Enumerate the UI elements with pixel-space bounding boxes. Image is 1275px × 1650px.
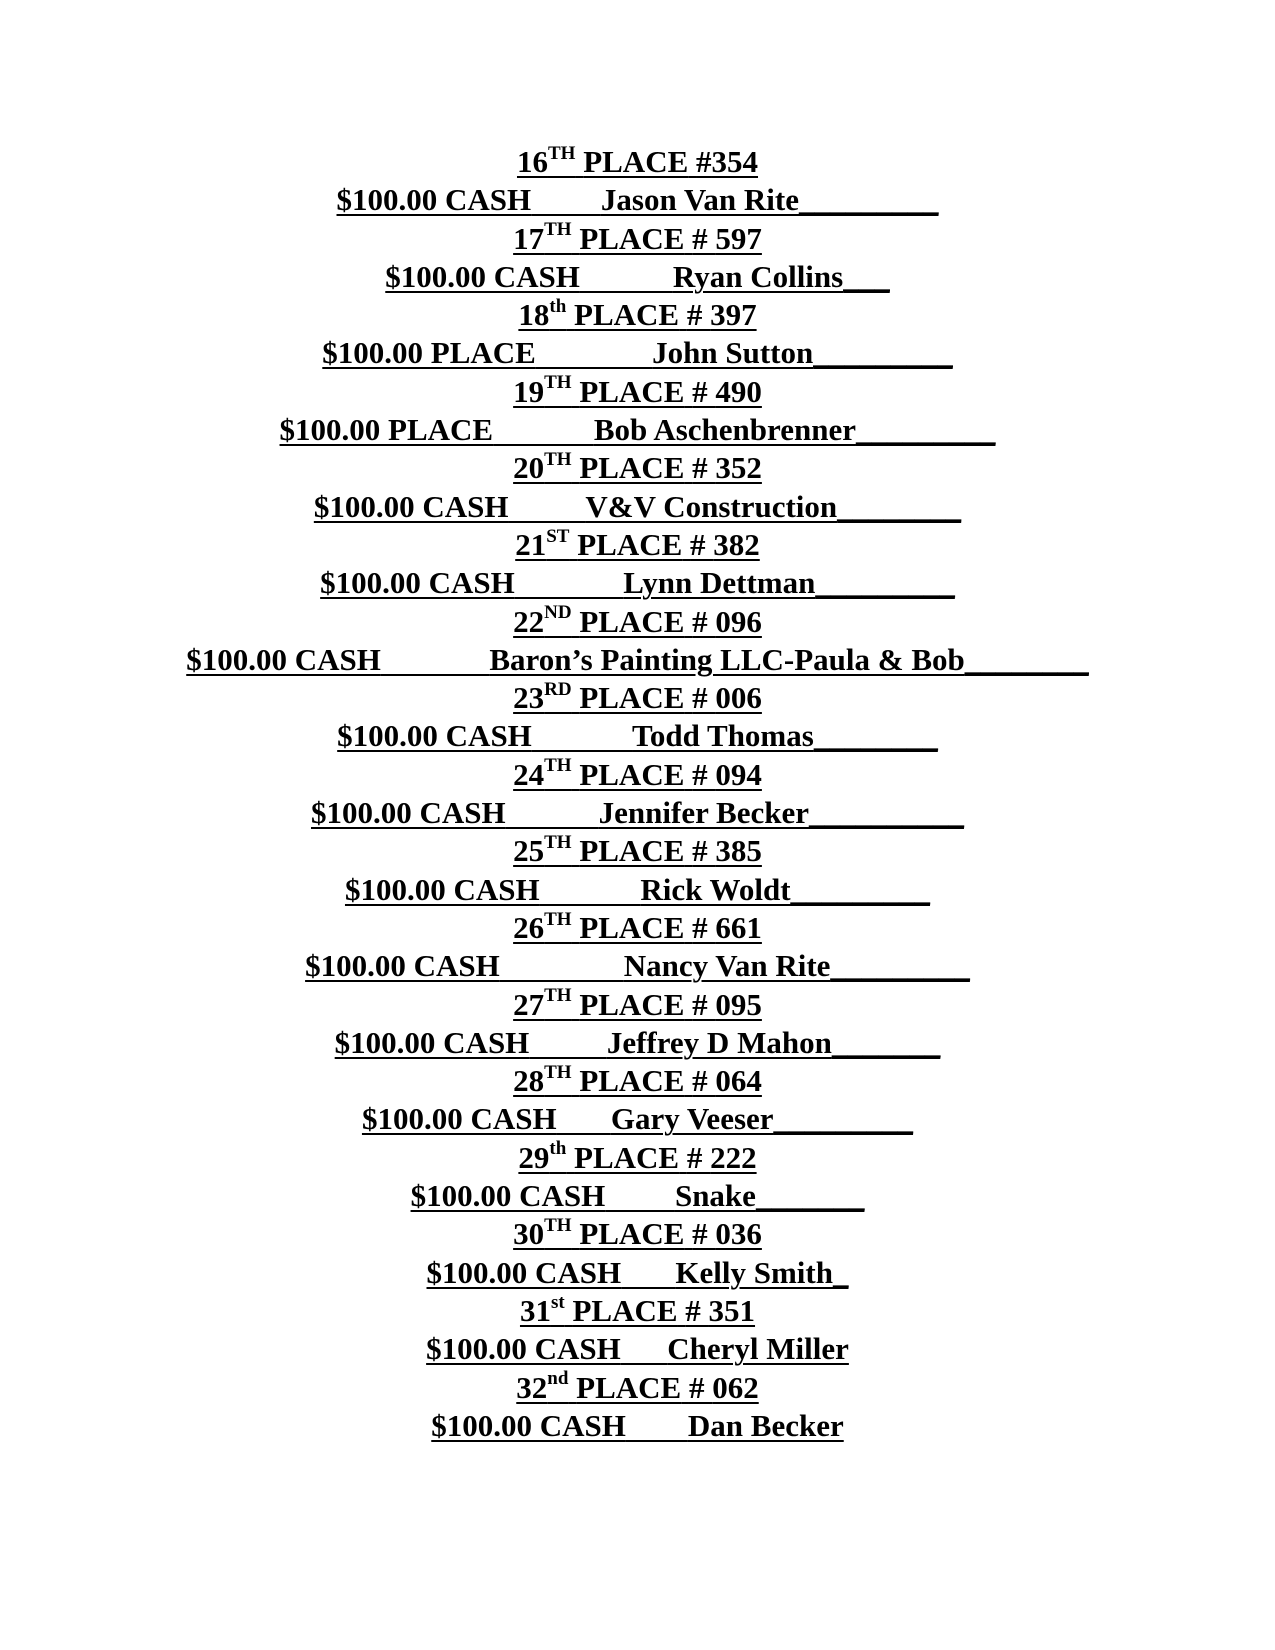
prize-entry [0,603,1275,680]
ticket-number-prefix: # [692,1216,716,1252]
spacer [557,1101,611,1136]
prize-amount: $100.00 CASH [385,258,580,294]
winner-line [0,1024,1275,1062]
place-heading [0,143,1275,181]
place-ordinal: 28 [513,1063,545,1099]
place-heading-text [513,757,762,792]
winner-line-text [385,259,889,294]
ticket-number-prefix: # [692,756,716,792]
place-heading-text [518,1140,756,1175]
ticket-number-prefix: # [692,220,716,256]
blank-fill: ________ [837,488,962,524]
winner-line [0,1330,1275,1368]
spacer [540,872,641,907]
winner-line [0,488,1275,526]
ticket-number-prefix: # [692,986,716,1022]
place-ordinal-suffix: TH [544,755,572,777]
winner-line-text [320,565,955,600]
winner-line-text [335,1025,941,1060]
place-heading [0,679,1275,717]
place-word: PLACE [579,373,685,409]
ticket-number: 096 [715,603,762,639]
prize-entry [0,1139,1275,1216]
place-heading [0,449,1275,487]
ticket-number: 064 [715,1063,762,1099]
winner-line-text [314,489,961,524]
ticket-number-prefix: # [692,1063,716,1099]
spacer [536,335,652,370]
spacer [621,1255,675,1290]
place-heading [0,909,1275,947]
winner-line [0,871,1275,909]
ticket-number: 597 [715,220,762,256]
blank-fill: ________ [964,641,1089,677]
winner-line [0,1407,1275,1445]
winner-line-text [186,642,1089,677]
prize-amount: $100.00 CASH [431,1407,626,1443]
spacer [381,642,490,677]
winner-line [0,1177,1275,1215]
place-heading-text [513,680,762,715]
prize-entry [0,143,1275,220]
place-ordinal-suffix: st [550,1291,565,1313]
place-heading-text [516,1370,758,1405]
prize-amount: $100.00 CASH [361,1101,557,1137]
winner-line-text [311,795,964,830]
place-heading-text [513,374,762,409]
ticket-number: 351 [708,1292,756,1328]
place-word: PLACE [579,450,685,486]
place-ordinal: 32 [516,1369,548,1405]
place-ordinal: 30 [513,1216,545,1252]
prize-amount: $100.00 CASH [336,182,532,218]
spacer [580,259,673,294]
blank-fill: ________ [813,718,938,754]
prize-entry [0,296,1275,373]
place-ordinal: 20 [513,450,545,486]
place-word: PLACE [576,1369,682,1405]
winner-name: Jennifer Becker [598,795,809,831]
place-heading [0,526,1275,564]
spacer [506,795,599,830]
ticket-number-prefix: # [692,603,716,639]
ticket-number-prefix: # [685,1292,709,1328]
winner-line-text [427,1255,849,1290]
ticket-number: 006 [715,680,762,716]
winner-line-text [280,412,996,447]
place-heading-text [515,527,760,562]
ticket-number: 094 [715,756,762,792]
spacer [605,1178,675,1213]
ticket-number-prefix: # [690,526,714,562]
place-heading [0,1062,1275,1100]
place-ordinal-suffix: nd [547,1368,569,1390]
blank-fill: _______ [831,1024,941,1060]
winner-line [0,411,1275,449]
blank-fill: _______ [755,1178,865,1214]
place-word: PLACE [579,603,685,639]
place-heading [0,220,1275,258]
place-word: PLACE [574,297,680,333]
place-word: PLACE [574,1139,680,1175]
winner-line-text [337,182,939,217]
place-ordinal: 29 [518,1139,550,1175]
place-heading [0,603,1275,641]
winner-line [0,947,1275,985]
prize-amount: $100.00 PLACE [279,412,494,448]
place-ordinal-suffix: TH [544,985,572,1007]
prize-entry [0,679,1275,756]
winner-name: Cheryl Miller [667,1331,849,1367]
place-word: PLACE [579,1063,685,1099]
place-word: PLACE [579,220,685,256]
prize-amount: $100.00 PLACE [322,335,536,371]
place-ordinal-suffix: TH [544,1214,572,1236]
prize-amount: $100.00 CASH [305,948,500,984]
winner-line [0,564,1275,602]
winner-line [0,334,1275,372]
place-ordinal: 25 [513,833,545,869]
place-ordinal-suffix: TH [544,372,572,394]
blank-fill: _________ [790,871,931,907]
spacer [508,489,585,524]
place-ordinal: 22 [513,603,545,639]
spacer [621,1331,668,1366]
place-heading-text [520,1293,755,1328]
ticket-number: 036 [715,1216,762,1252]
prize-amount: $100.00 CASH [334,1024,530,1060]
place-ordinal: 21 [515,526,547,562]
winner-line-text [426,1331,849,1366]
place-word: PLACE [579,1216,685,1252]
winner-line-text [322,335,952,370]
place-heading-text [513,987,762,1022]
place-ordinal: 19 [513,373,545,409]
place-ordinal: 24 [513,756,545,792]
winner-name: Jason Van Rite [600,182,799,218]
prize-amount: $100.00 CASH [337,718,532,754]
place-heading [0,1369,1275,1407]
place-heading [0,756,1275,794]
blank-fill: _________ [815,565,955,601]
spacer [500,948,624,983]
winner-line-text [411,1178,865,1213]
spacer [529,1025,607,1060]
ticket-number: 382 [713,526,760,562]
place-word: PLACE [583,144,689,179]
place-heading [0,832,1275,870]
blank-fill: _________ [855,412,996,448]
prize-entry [0,909,1275,986]
prize-entry [0,373,1275,450]
place-ordinal-suffix: th [549,1138,567,1160]
winner-line [0,717,1275,755]
place-heading [0,1215,1275,1253]
place-heading-text [513,910,762,945]
winner-line-text [305,948,970,983]
place-heading-text [513,450,762,485]
winner-name: Lynn Dettman [623,565,816,601]
prize-entry [0,832,1275,909]
place-ordinal: 26 [513,909,545,945]
place-ordinal: 18 [518,297,550,333]
place-heading-text [513,1216,762,1251]
winner-name: Todd Thomas [632,718,814,754]
place-ordinal-suffix: ST [546,525,570,547]
blank-fill: _________ [799,182,939,218]
spacer [531,182,601,217]
ticket-number-prefix: # [696,144,712,179]
prize-amount: $100.00 CASH [186,641,381,677]
prize-entry [0,449,1275,526]
place-word: PLACE [579,756,685,792]
winner-name: V&V Construction [585,488,838,524]
ticket-number-prefix: # [692,450,716,486]
prize-amount: $100.00 CASH [320,565,515,601]
place-ordinal-suffix: th [549,295,567,317]
place-heading [0,986,1275,1024]
place-heading [0,1139,1275,1177]
winner-line-text [362,1101,913,1136]
ticket-number: 397 [710,297,757,333]
ticket-number-prefix: # [692,833,716,869]
prize-amount: $100.00 CASH [313,488,509,524]
place-ordinal-suffix: TH [544,1061,572,1083]
place-ordinal-suffix: TH [544,908,572,930]
prize-entry [0,1369,1275,1446]
prize-amount: $100.00 CASH [426,1331,621,1367]
place-ordinal: 27 [513,986,545,1022]
ticket-number: 222 [710,1139,757,1175]
place-heading [0,1292,1275,1330]
winner-name: Baron’s Painting LLC-Paula & Bob [489,641,965,677]
blank-fill: _________ [773,1101,914,1137]
prize-entry [0,756,1275,833]
place-ordinal: 31 [519,1292,551,1328]
spacer [515,565,624,600]
winner-name: Rick Woldt [640,871,791,907]
prize-entry [0,1292,1275,1369]
prize-entry [0,986,1275,1063]
winner-line [0,1100,1275,1138]
winner-name: Jeffrey D Mahon [606,1024,832,1060]
winner-name: Bob Aschenbrenner [593,412,856,448]
prize-entry [0,220,1275,297]
prize-amount: $100.00 CASH [426,1254,622,1290]
place-word: PLACE [579,909,685,945]
winner-name: Gary Veeser [610,1101,774,1137]
winner-name: Kelly Smith [675,1254,833,1290]
place-ordinal-suffix: TH [544,832,572,854]
place-heading [0,373,1275,411]
ticket-number: 661 [715,909,762,945]
spacer [493,412,594,447]
prize-entry [0,1062,1275,1139]
place-ordinal-suffix: TH [544,449,572,471]
blank-fill: _________ [830,948,970,984]
winner-name: John Sutton [652,335,814,371]
place-ordinal: 16 [516,144,548,179]
spacer [626,1408,688,1443]
ticket-number: 352 [715,450,762,486]
prize-entry [0,526,1275,603]
winner-line [0,641,1275,679]
prize-amount: $100.00 CASH [344,871,540,907]
place-ordinal-suffix: TH [544,219,572,241]
place-heading-text [513,1063,762,1098]
place-ordinal-suffix: TH [547,142,576,164]
ticket-number-prefix: # [692,680,716,716]
place-word: PLACE [577,526,683,562]
blank-fill: __________ [808,795,964,831]
prize-amount: $100.00 CASH [410,1178,606,1214]
winner-name: Snake [674,1178,756,1214]
place-word: PLACE [572,1292,678,1328]
blank-fill: _________ [813,335,953,371]
winner-line [0,181,1275,219]
ticket-number: 354 [711,144,759,179]
place-ordinal: 17 [513,220,545,256]
ticket-number-prefix: # [692,909,716,945]
ticket-number-prefix: # [686,297,711,333]
ticket-number: 062 [712,1369,759,1405]
place-heading-text [518,297,756,332]
place-heading-text [513,221,762,256]
ticket-number: 385 [715,833,762,869]
ticket-number-prefix: # [692,373,716,409]
winner-line-text [431,1408,843,1443]
prize-amount: $100.00 CASH [311,795,506,831]
winner-name: Dan Becker [687,1407,844,1443]
ticket-number: 095 [715,986,762,1022]
winner-line-text [337,718,938,753]
place-heading-text [517,144,758,179]
winner-name: Ryan Collins [672,258,844,294]
place-heading-text [513,604,762,639]
place-word: PLACE [579,680,685,716]
winner-line [0,258,1275,296]
winner-line-text [345,872,930,907]
place-ordinal-suffix: ND [544,602,572,624]
blank-fill: _ [832,1254,849,1290]
place-heading [0,296,1275,334]
winner-line [0,1254,1275,1292]
winner-line [0,794,1275,832]
prize-winner-list [0,143,1275,1445]
place-heading-text [513,833,762,868]
winner-name: Nancy Van Rite [623,948,831,984]
ticket-number-prefix: # [686,1139,711,1175]
blank-fill: ___ [843,258,890,294]
place-word: PLACE [579,833,685,869]
prize-entry [0,1215,1275,1292]
ticket-number: 490 [715,373,762,409]
ticket-number-prefix: # [688,1369,713,1405]
spacer [532,718,632,753]
place-word: PLACE [579,986,685,1022]
place-ordinal: 23 [513,680,545,716]
place-ordinal-suffix: RD [544,678,572,700]
